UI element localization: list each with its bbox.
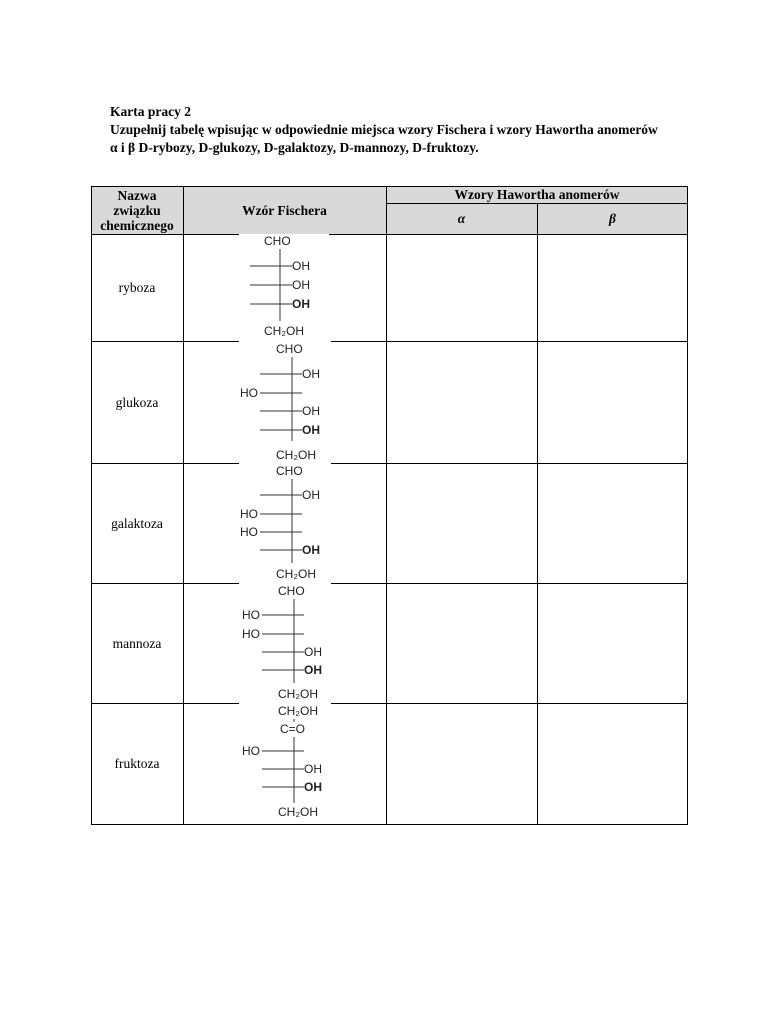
row-name-glukoza: glukoza	[115, 395, 159, 410]
row-divider-3	[91, 583, 688, 584]
row-divider-1	[91, 341, 688, 342]
worksheet-table	[91, 186, 688, 825]
svg-text:OH: OH	[304, 663, 322, 677]
svg-text:OH: OH	[302, 423, 320, 437]
fischer-ryboza	[236, 233, 336, 343]
fischer-galaktoza-bottom: CH₂OH	[276, 567, 316, 581]
worksheet-heading	[110, 103, 710, 157]
fischer-ryboza-bottom: CH₂OH	[264, 324, 304, 338]
svg-text:OH: OH	[292, 278, 310, 292]
header-haworth-group: Wzory Hawortha anomerów	[386, 186, 688, 203]
fischer-galaktoza	[236, 463, 336, 585]
svg-text:HO: HO	[240, 386, 258, 400]
fischer-mannoza	[236, 583, 336, 705]
fischer-ryboza-top: CHO	[264, 234, 291, 248]
svg-text:HO: HO	[240, 525, 258, 539]
fischer-mannoza-top: CHO	[278, 584, 305, 598]
svg-text:OH: OH	[292, 297, 310, 311]
row-name-mannoza: mannoza	[112, 636, 162, 651]
answer-cell-mannoza-beta[interactable]	[538, 584, 687, 703]
table-border-right	[687, 186, 688, 825]
fischer-glukoza-top: CHO	[276, 342, 303, 356]
instruction-line-2: α i β D-rybozy, D-glukozy, D-galaktozy, D-mannozy, D-fruktozy.	[110, 140, 479, 155]
fischer-fruktoza-top: CH₂OH	[278, 704, 318, 718]
fischer-fruktoza	[236, 703, 336, 825]
header-name-line-2: związku	[113, 202, 161, 218]
svg-text:OH: OH	[292, 259, 310, 273]
worksheet-title: Karta pracy 2	[110, 104, 191, 119]
header-beta: β	[537, 203, 688, 234]
instruction-line-1: Uzupełnij tabelę wpisując w odpowiednie miejsca wzory Fischera i wzory Hawortha anomerów	[110, 122, 658, 137]
svg-text:OH: OH	[302, 488, 320, 502]
answer-cell-galaktoza-beta[interactable]	[538, 464, 687, 583]
table-border-left	[91, 186, 92, 825]
answer-cell-glukoza-beta[interactable]	[538, 342, 687, 463]
svg-text:OH: OH	[302, 367, 320, 381]
fischer-mannoza-bottom: CH₂OH	[278, 687, 318, 701]
row-name-fruktoza: fruktoza	[114, 756, 160, 771]
header-subline	[386, 203, 688, 204]
col-divider-1	[183, 186, 184, 825]
row-name-galaktoza: galaktoza	[111, 516, 163, 531]
svg-text:OH: OH	[304, 762, 322, 776]
svg-text:HO: HO	[242, 608, 260, 622]
svg-text:HO: HO	[240, 507, 258, 521]
fischer-glukoza	[236, 341, 336, 465]
svg-text:HO: HO	[242, 744, 260, 758]
answer-cell-mannoza-alpha[interactable]	[387, 584, 536, 703]
svg-text:OH: OH	[302, 543, 320, 557]
row-name-ryboza: ryboza	[118, 280, 156, 295]
answer-cell-fruktoza-beta[interactable]	[538, 704, 687, 824]
fischer-glukoza-bottom: CH₂OH	[276, 448, 316, 462]
header-name-line-3: chemicznego	[100, 217, 174, 233]
svg-text:HO: HO	[242, 627, 260, 641]
svg-text:OH: OH	[302, 404, 320, 418]
answer-cell-fruktoza-alpha[interactable]	[387, 704, 536, 824]
fischer-fruktoza-second: C=O	[280, 722, 306, 736]
answer-cell-ryboza-beta[interactable]	[538, 235, 687, 341]
row-divider-2	[91, 463, 688, 464]
table-border-top	[91, 186, 688, 187]
fischer-galaktoza-top: CHO	[276, 464, 303, 478]
answer-cell-galaktoza-alpha[interactable]	[387, 464, 536, 583]
header-bottom-line	[91, 234, 688, 235]
svg-text:OH: OH	[304, 780, 322, 794]
svg-text:OH: OH	[304, 645, 322, 659]
header-name-line-1: Nazwa	[117, 187, 157, 203]
row-divider-4	[91, 703, 688, 704]
answer-cell-ryboza-alpha[interactable]	[387, 235, 536, 341]
table-border-bottom	[91, 824, 688, 825]
col-divider-2	[386, 186, 387, 825]
header-alpha: α	[386, 203, 537, 234]
col-divider-3	[537, 203, 538, 825]
answer-cell-glukoza-alpha[interactable]	[387, 342, 536, 463]
header-name-column	[91, 186, 183, 234]
fischer-fruktoza-bottom: CH₂OH	[278, 805, 318, 819]
header-fischer-column: Wzór Fischera	[183, 186, 386, 234]
